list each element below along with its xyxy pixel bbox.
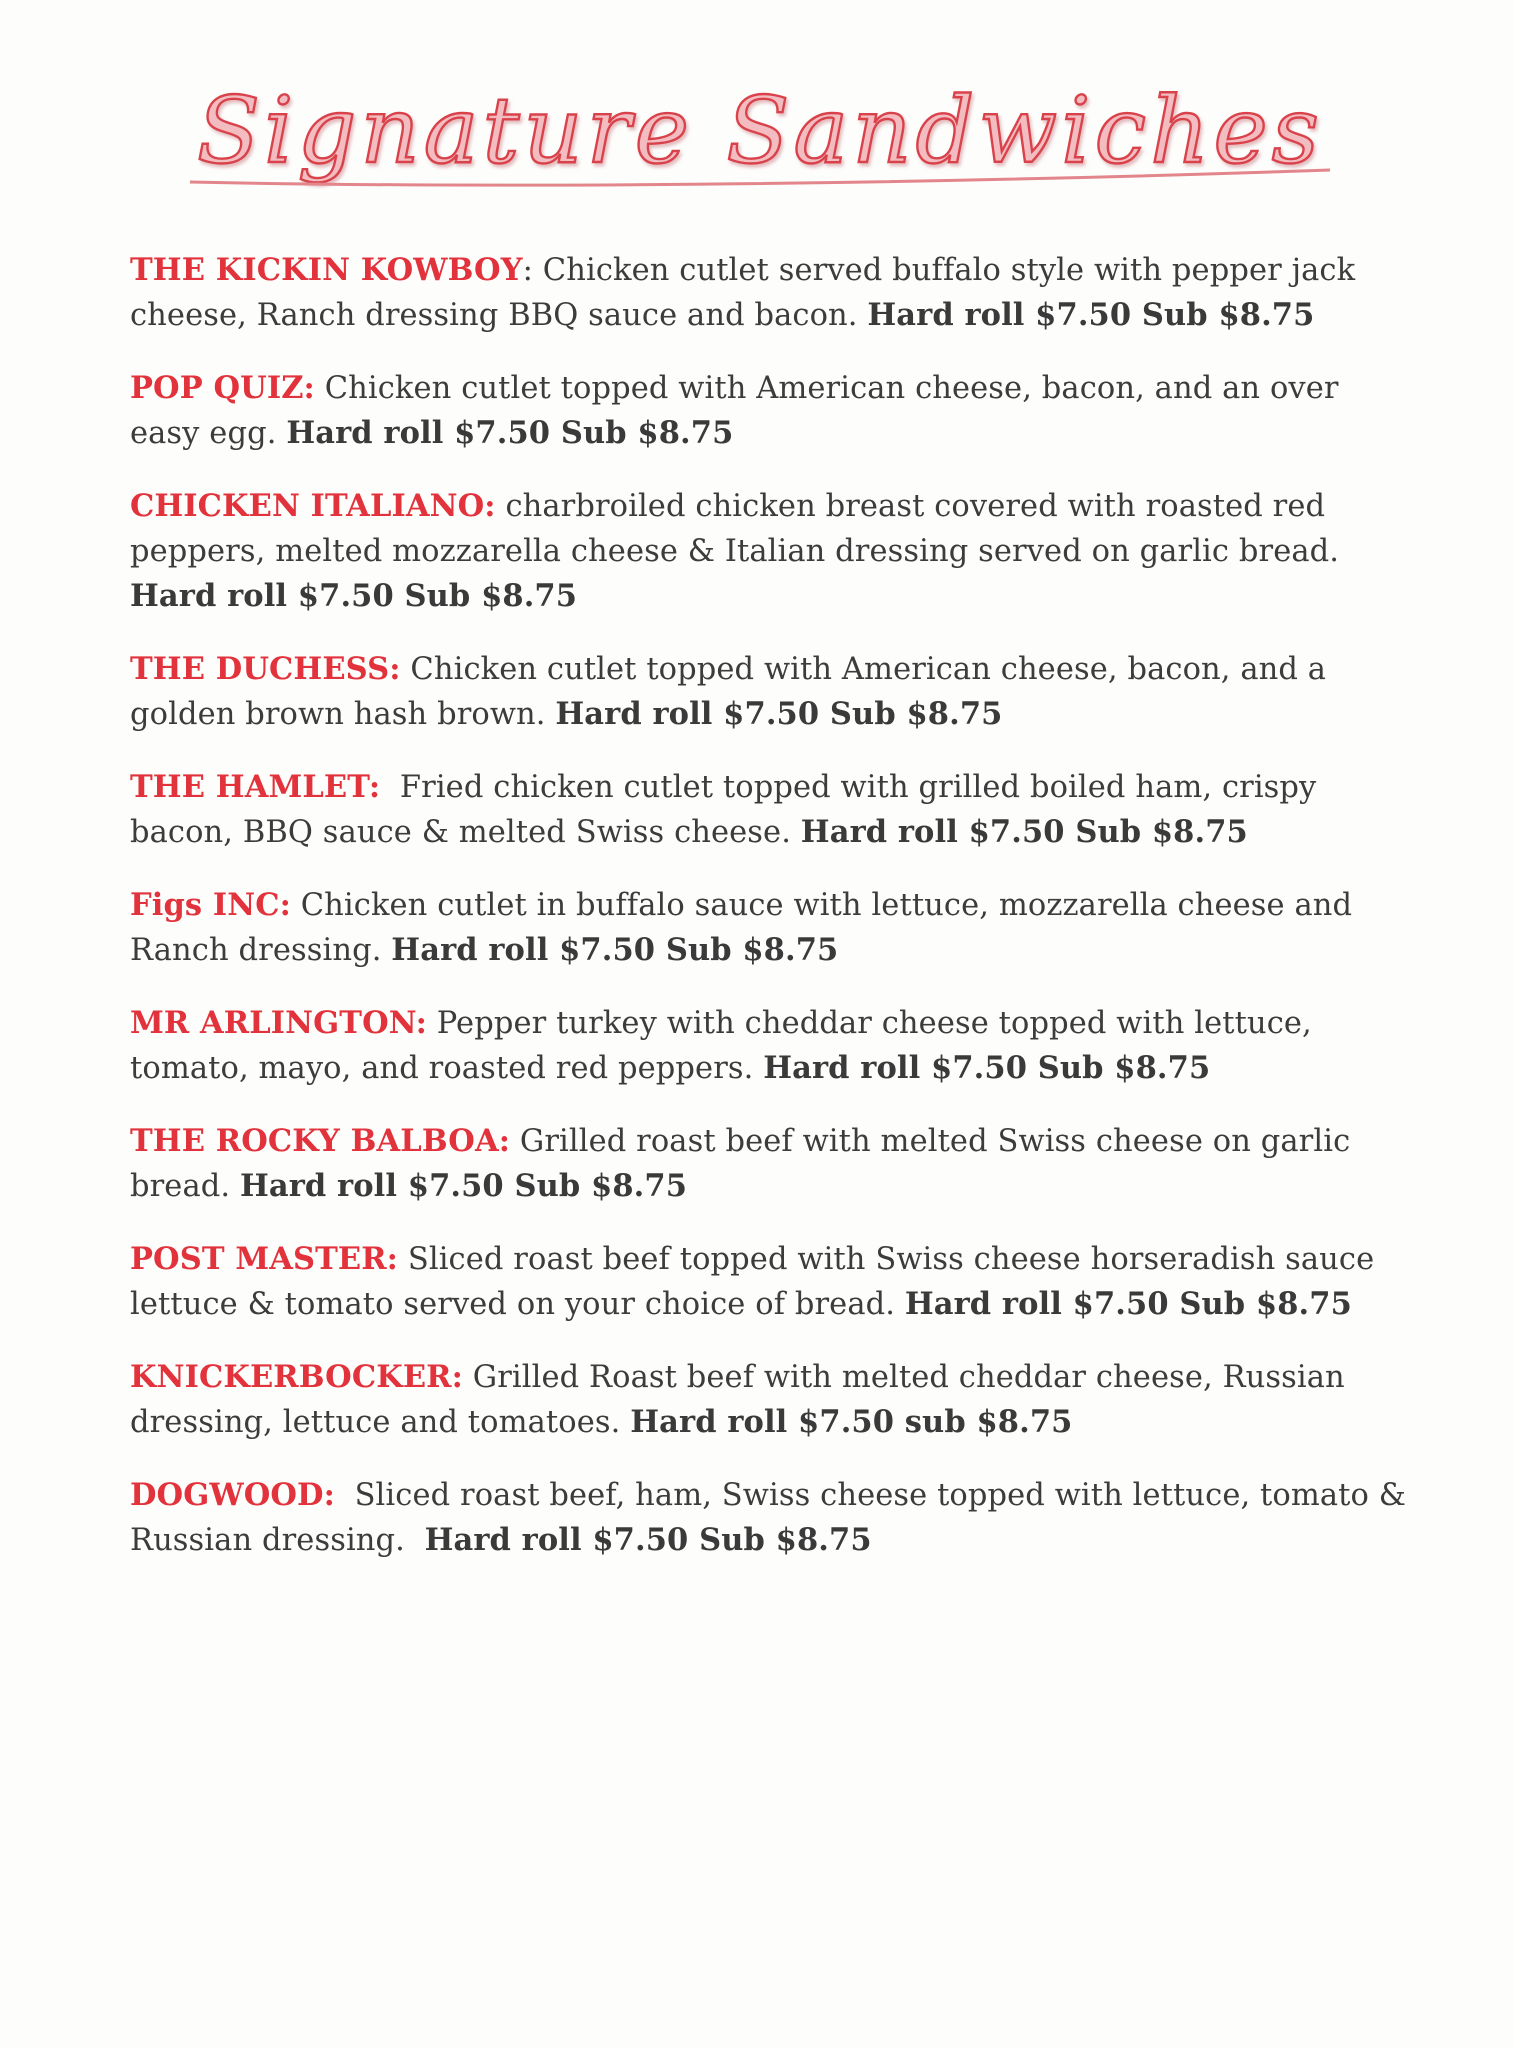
item-price: Hard roll $7.50 Sub $8.75 bbox=[239, 1168, 688, 1204]
menu-item bbox=[130, 248, 1410, 338]
item-name: DOGWOOD: bbox=[130, 1477, 335, 1513]
item-separator bbox=[510, 1124, 520, 1159]
menu-item bbox=[130, 1237, 1410, 1327]
item-name: MR ARLINGTON: bbox=[130, 1005, 427, 1041]
item-price: Hard roll $7.50 sub $8.75 bbox=[630, 1404, 1073, 1440]
item-description: Chicken cutlet served buffalo style with pepper jack cheese, Ranch dressing BBQ sauce and bacon. bbox=[130, 253, 1356, 333]
item-description: Sliced roast beef, ham, Swiss cheese topped with lettuce, tomato & Russian dressing. bbox=[130, 1478, 1416, 1558]
title-graphic bbox=[170, 70, 1350, 200]
menu-item bbox=[130, 765, 1410, 855]
item-name: THE DUCHESS: bbox=[130, 651, 401, 687]
item-price: Hard roll $7.50 Sub $8.75 bbox=[763, 1050, 1211, 1086]
menu-item bbox=[130, 484, 1410, 619]
menu-item bbox=[130, 1473, 1416, 1563]
item-description: Chicken cutlet topped with American cheese, bacon, and an over easy egg. bbox=[130, 371, 1339, 451]
title-text: Signature Sandwiches bbox=[197, 77, 1323, 184]
item-separator: : bbox=[522, 253, 543, 288]
item-description: Pepper turkey with cheddar cheese topped with lettuce, tomato, mayo, and roasted red peppers. bbox=[130, 1006, 1312, 1086]
page-title bbox=[170, 70, 1350, 200]
item-name: THE KICKIN KOWBOY bbox=[130, 252, 523, 288]
item-separator bbox=[398, 1242, 408, 1277]
item-separator bbox=[291, 888, 301, 923]
item-name: THE HAMLET: bbox=[130, 769, 381, 805]
item-name: CHICKEN ITALIANO: bbox=[130, 488, 496, 524]
item-separator bbox=[427, 1006, 437, 1041]
item-price: Hard roll $7.50 Sub $8.75 bbox=[286, 415, 734, 451]
menu-item bbox=[130, 1355, 1410, 1445]
item-separator bbox=[496, 489, 506, 524]
item-separator bbox=[463, 1360, 473, 1395]
item-price: Hard roll $7.50 Sub $8.75 bbox=[904, 1286, 1352, 1322]
menu-item bbox=[130, 647, 1410, 737]
item-price: Hard roll $7.50 Sub $8.75 bbox=[800, 814, 1248, 850]
item-separator bbox=[401, 652, 411, 687]
item-name: POST MASTER: bbox=[130, 1241, 399, 1277]
item-price: Hard roll $7.50 Sub $8.75 bbox=[130, 578, 578, 614]
item-price: Hard roll $7.50 Sub $8.75 bbox=[424, 1522, 872, 1558]
menu-item bbox=[130, 366, 1410, 456]
item-separator bbox=[335, 1478, 355, 1513]
menu-item bbox=[130, 1119, 1410, 1209]
item-price: Hard roll $7.50 Sub $8.75 bbox=[391, 932, 839, 968]
item-description: charbroiled chicken breast covered with roasted red peppers, melted mozzarella cheese & Italian dressing served on garlic bread. bbox=[130, 489, 1340, 569]
item-description: Chicken cutlet topped with American cheese, bacon, and a golden brown hash brown. bbox=[130, 652, 1327, 732]
item-separator bbox=[380, 770, 400, 805]
item-price: Hard roll $7.50 Sub $8.75 bbox=[867, 297, 1315, 333]
item-description: Fried chicken cutlet topped with grilled boiled ham, crispy bacon, BBQ sauce & melted Swiss cheese. bbox=[130, 770, 1317, 850]
item-name: THE ROCKY BALBOA: bbox=[130, 1123, 511, 1159]
item-description: Grilled Roast beef with melted cheddar cheese, Russian dressing, lettuce and tomatoes. bbox=[130, 1360, 1345, 1440]
item-separator bbox=[315, 371, 325, 406]
item-price: Hard roll $7.50 Sub $8.75 bbox=[555, 696, 1003, 732]
item-description: Sliced roast beef topped with Swiss cheese horseradish sauce lettuce & tomato served on your choice of bread. bbox=[130, 1242, 1375, 1322]
item-description: Grilled roast beef with melted Swiss cheese on garlic bread. bbox=[130, 1124, 1351, 1204]
menu-item bbox=[130, 883, 1410, 973]
item-name: KNICKERBOCKER: bbox=[130, 1359, 463, 1395]
item-description: Chicken cutlet in buffalo sauce with lettuce, mozzarella cheese and Ranch dressing. bbox=[130, 888, 1353, 968]
item-name: POP QUIZ: bbox=[130, 370, 315, 406]
item-name: Figs INC: bbox=[130, 887, 291, 923]
menu-item bbox=[130, 1001, 1410, 1091]
menu-list bbox=[130, 248, 1416, 1591]
